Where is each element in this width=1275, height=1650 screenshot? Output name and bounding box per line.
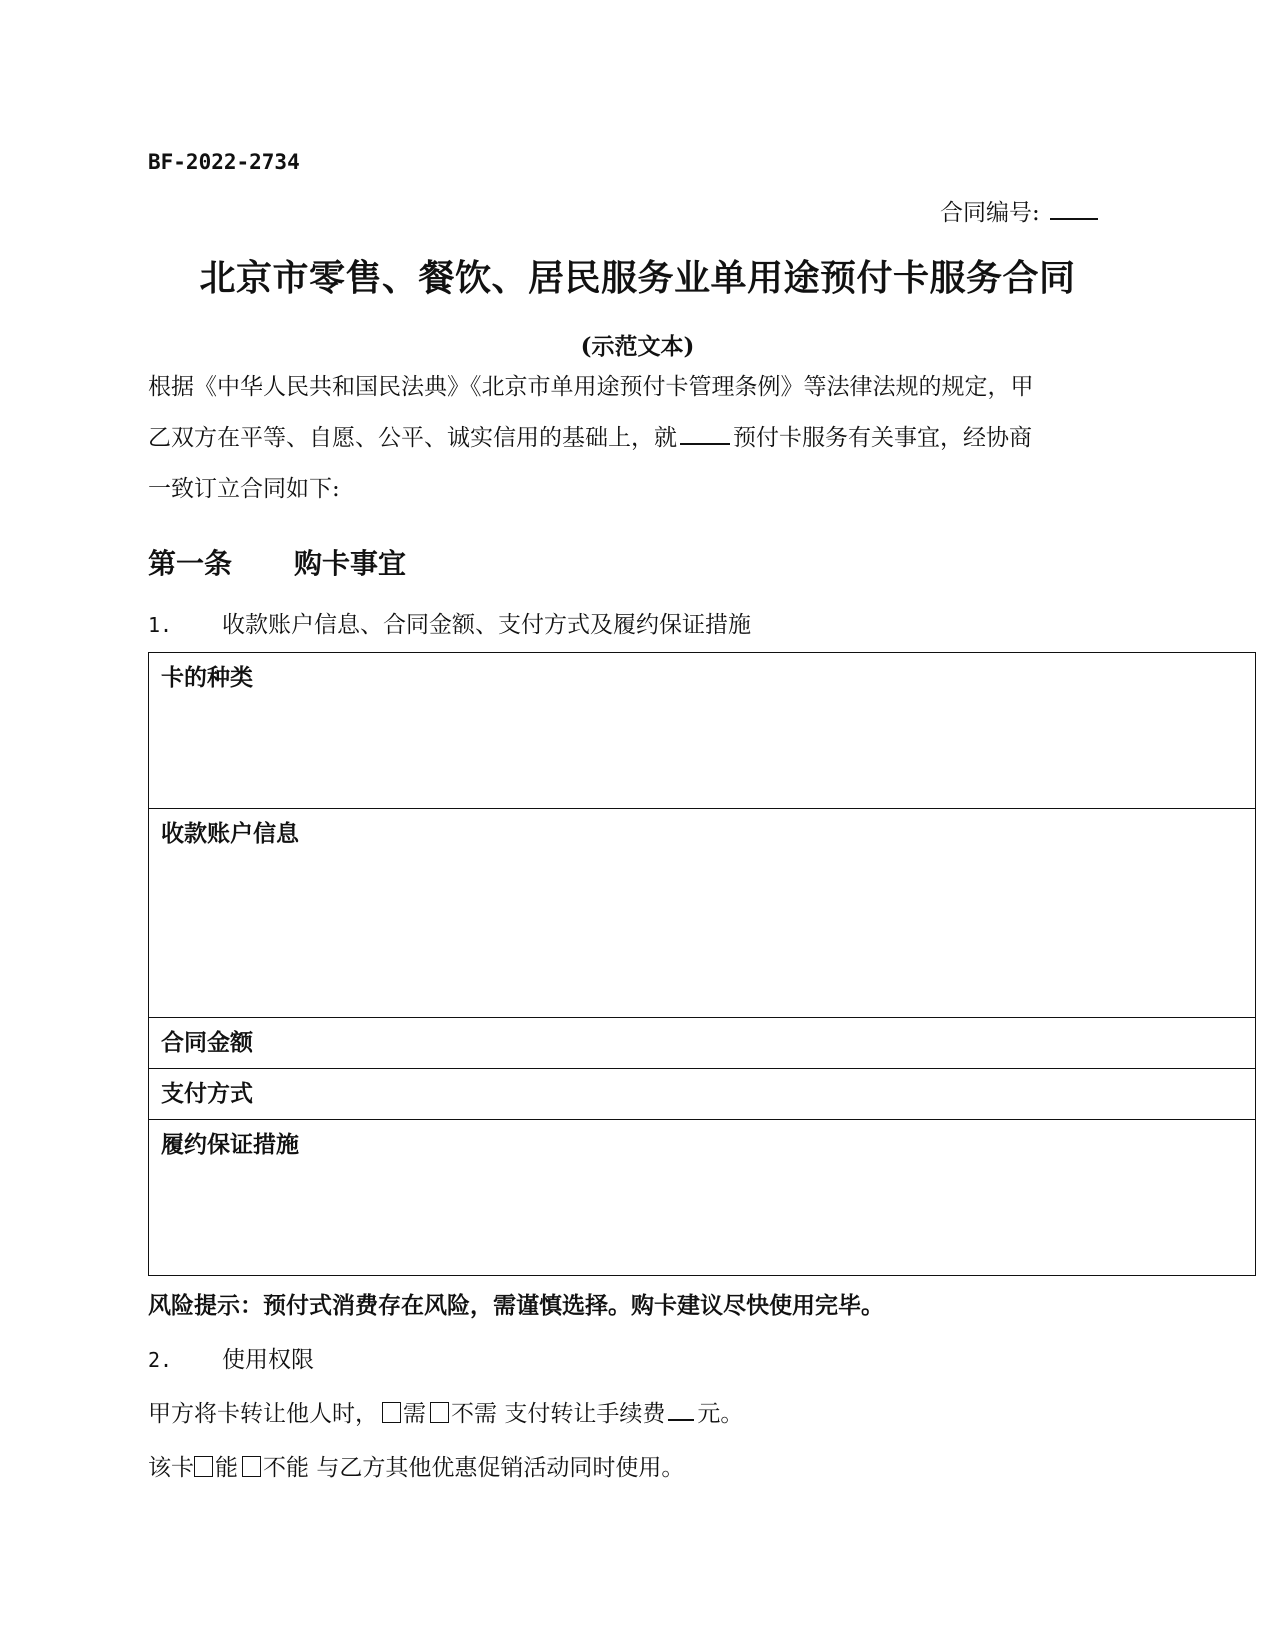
contract-number-blank[interactable] [1050, 195, 1098, 220]
transfer-prefix: 甲方将卡转让他人时， [148, 1401, 378, 1427]
card-type-cell[interactable] [149, 653, 1256, 809]
item-1-text: 收款账户信息、合同金额、支付方式及履约保证措施 [222, 612, 751, 638]
table-row [149, 653, 1256, 809]
need-fee-checkbox[interactable] [382, 1402, 401, 1423]
item-2 [148, 1341, 314, 1374]
card-type-label: 卡的种类 [161, 664, 253, 691]
article-1-number: 第一条 [148, 547, 233, 580]
contract-amount-cell[interactable] [149, 1018, 1256, 1069]
can-combine-checkbox[interactable] [194, 1456, 213, 1477]
guarantee-label: 履约保证措施 [161, 1131, 299, 1158]
table-row [149, 809, 1256, 1018]
table-row [149, 1069, 1256, 1120]
cannot-combine-label: 不能 [263, 1455, 309, 1481]
payment-method-cell[interactable] [149, 1069, 1256, 1120]
card-info-table [148, 652, 1256, 1276]
usage-suffix: 与乙方其他优惠促销活动同时使用。 [316, 1455, 685, 1481]
no-fee-label: 不需 [451, 1401, 497, 1427]
contract-amount-label: 合同金额 [161, 1029, 253, 1056]
item-1 [148, 606, 751, 639]
cannot-combine-checkbox[interactable] [242, 1456, 261, 1477]
item-2-number: 2. [148, 1348, 173, 1372]
document-subtitle: (示范文本) [580, 333, 695, 360]
transfer-middle: 支付转让手续费 [504, 1401, 666, 1427]
table-row [149, 1018, 1256, 1069]
guarantee-cell[interactable] [149, 1120, 1256, 1276]
transfer-line [148, 1395, 743, 1428]
prepaid-card-blank[interactable] [680, 420, 730, 445]
document-id: BF-2022-2734 [148, 150, 300, 174]
risk-notice: 风险提示：预付式消费存在风险，需谨慎选择。购卡建议尽快使用完毕。 [148, 1292, 884, 1319]
account-info-label: 收款账户信息 [161, 820, 299, 847]
can-combine-label: 能 [215, 1455, 238, 1481]
no-fee-checkbox[interactable] [430, 1402, 449, 1423]
preamble-line-2-a: 乙双方在平等、自愿、公平、诚实信用的基础上，就 [148, 425, 677, 451]
usage-line [148, 1449, 684, 1482]
contract-number-label: 合同编号: [940, 200, 1040, 226]
article-1-title: 购卡事宜 [294, 547, 407, 580]
preamble-line-2-b: 预付卡服务有关事宜，经协商 [733, 425, 1032, 451]
need-fee-label: 需 [403, 1401, 426, 1427]
transfer-suffix: 元。 [697, 1401, 744, 1427]
usage-prefix: 该卡 [148, 1455, 194, 1481]
payment-method-label: 支付方式 [161, 1080, 253, 1107]
account-info-cell[interactable] [149, 809, 1256, 1018]
preamble-line-1: 根据《中华人民共和国民法典》《北京市单用途预付卡管理条例》等法律法规的规定，甲 [148, 374, 1034, 400]
preamble-line-2 [148, 419, 1032, 452]
item-2-text: 使用权限 [222, 1347, 314, 1373]
contract-number [940, 194, 1101, 227]
preamble-line-3: 一致订立合同如下: [148, 476, 340, 502]
document-title: 北京市零售、餐饮、居民服务业单用途预付卡服务合同 [199, 257, 1076, 299]
article-1-heading [148, 542, 406, 582]
item-1-number: 1. [148, 613, 173, 637]
transfer-fee-blank[interactable] [668, 1396, 694, 1421]
table-row [149, 1120, 1256, 1276]
